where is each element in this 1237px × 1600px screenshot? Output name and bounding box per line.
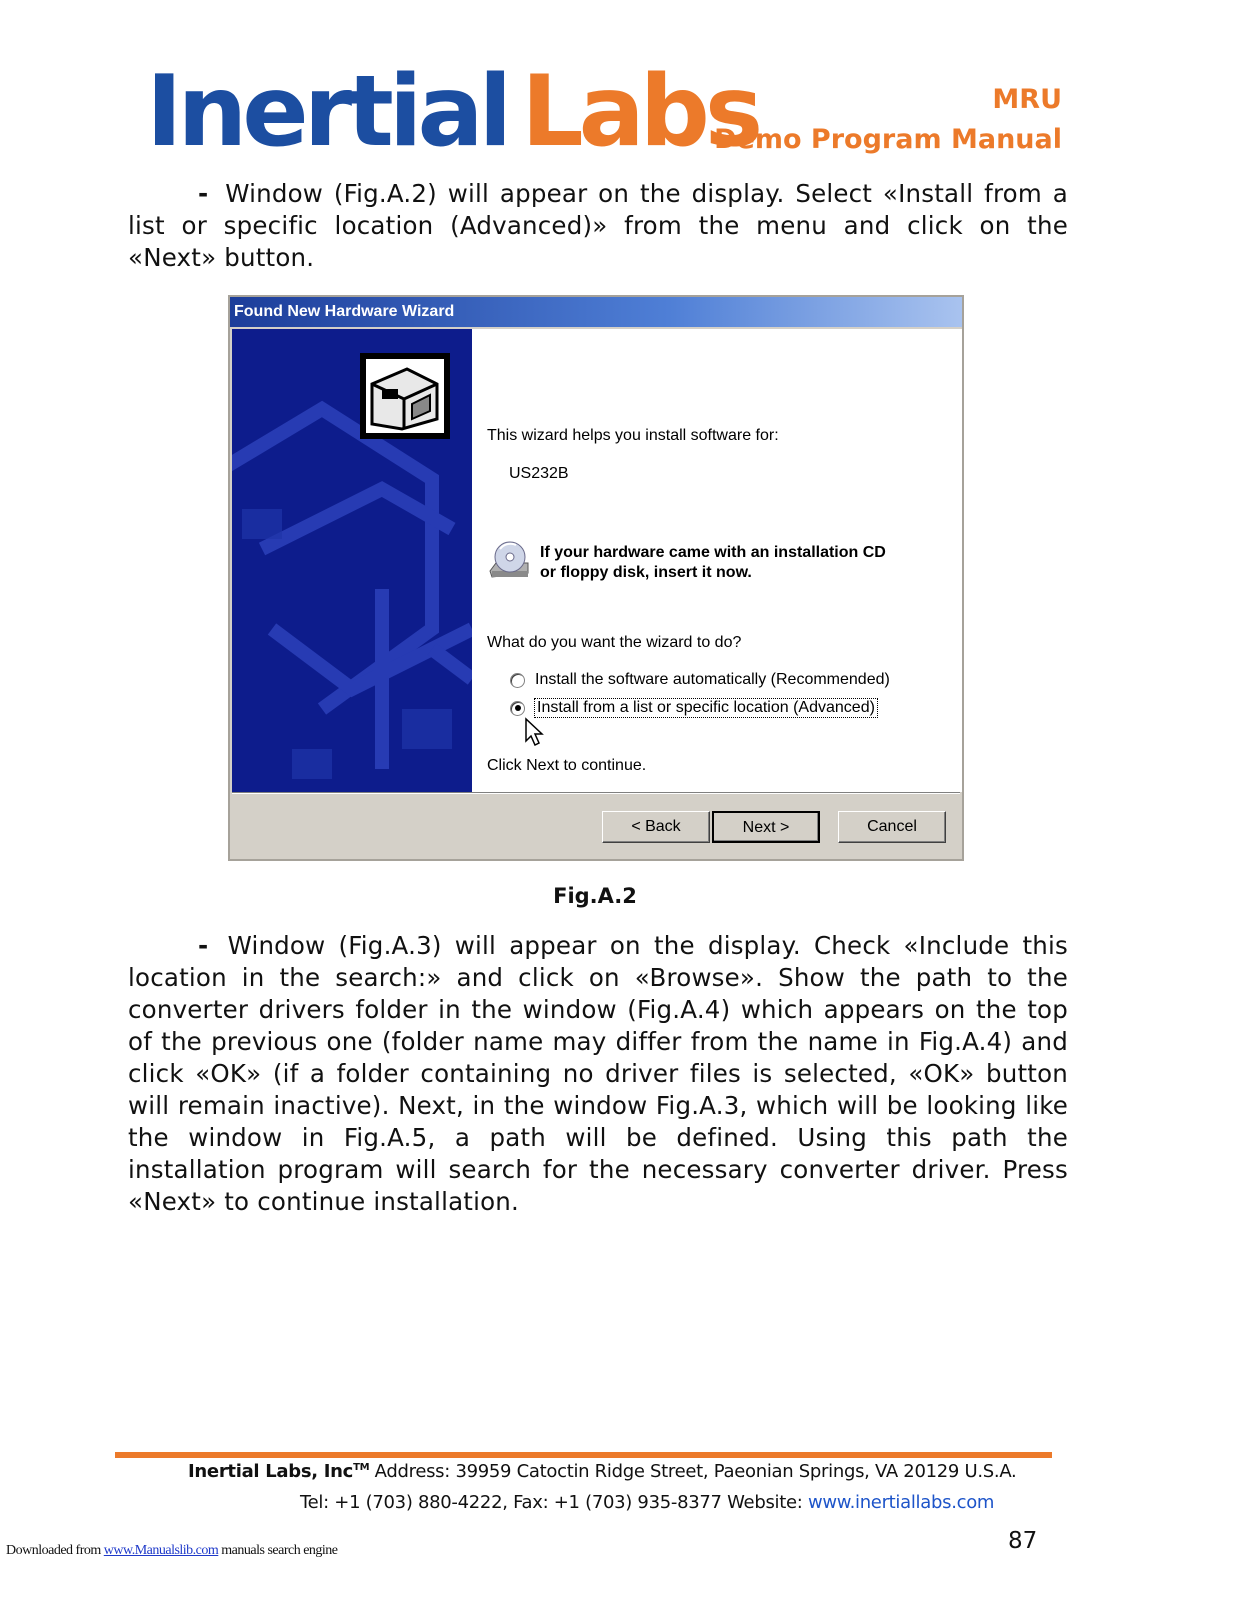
footer-website-link[interactable]: www.inertiallabs.com [807, 1492, 995, 1513]
footer-company: Inertial Labs, Inc [188, 1461, 354, 1482]
logo-word-labs: Labs [521, 55, 759, 169]
device-name: US232B [509, 465, 569, 482]
wizard-question: What do you want the wizard to do? [487, 634, 742, 651]
banner-graphic [232, 329, 472, 792]
paragraph-2 [128, 930, 1068, 1218]
radio-install-automatically[interactable] [510, 673, 525, 688]
cd-message-line2: or floppy disk, insert it now. [540, 564, 752, 581]
option-install-automatically[interactable] [510, 671, 890, 689]
manualslib-link[interactable]: www.Manualslib.com [103, 1543, 219, 1558]
wizard-intro-text: This wizard helps you install software for: [487, 427, 779, 444]
wizard-separator [232, 792, 960, 794]
cd-message-line1: If your hardware came with an installation CD [540, 544, 886, 561]
download-note-suffix: manuals search engine [218, 1543, 338, 1558]
footer-contact: Tel: +1 (703) 880-4222, Fax: +1 (703) 935-8377 Website: [300, 1492, 808, 1513]
footer-address-line [188, 1461, 1016, 1482]
found-new-hardware-wizard-window [228, 295, 964, 861]
radio-install-from-list[interactable] [510, 701, 525, 716]
paragraph-2-text: Window (Fig.A.3) will appear on the display. Check «Include this location in the search:» and click on «Browse». Show the path to the converter drivers folder in the window (Fig.A.4) which appears on the top of the previous one (folder name may differ from the name in Fig.A.4) and click «OK» (if a folder containing no driver files is selected, «OK» button will remain inactive). Next, in the window Fig.A.3, which will be looking like the window in Fig.A.5, a path will be defined. Using this path the installation program will search for the necessary converter driver. Press «Next» to continue installation. [128, 931, 1068, 1216]
footer-address: Address: 39959 Catoctin Ridge Street, Paeonian Springs, VA 20129 U.S.A. [374, 1461, 1017, 1482]
download-note-prefix: Downloaded from [6, 1543, 104, 1558]
back-button[interactable]: < Back [602, 811, 710, 843]
wizard-content-pane [472, 329, 962, 792]
download-note [6, 1543, 338, 1559]
cd-drive-icon [486, 537, 532, 583]
wizard-side-banner [232, 329, 472, 792]
paragraph-1 [128, 178, 1068, 274]
option-install-from-list-label: Install from a list or specific location (Advanced) [537, 699, 875, 716]
logo-word-inertial: Inertial [146, 55, 508, 169]
footer-trademark: TM [353, 1462, 370, 1473]
page-number: 87 [1008, 1528, 1038, 1554]
inertial-labs-logo [146, 55, 759, 169]
cd-message [540, 543, 886, 583]
figure-caption: Fig.A.2 [553, 884, 637, 908]
paragraph-dash: - [198, 179, 209, 208]
option-install-automatically-label: Install the software automatically (Recommended) [535, 671, 890, 688]
cancel-button[interactable]: Cancel [838, 811, 946, 843]
continue-text: Click Next to continue. [487, 757, 647, 774]
hardware-box-icon [360, 353, 450, 439]
footer-divider [115, 1452, 1052, 1458]
next-button[interactable]: Next > [712, 811, 820, 843]
document-title-line2: Demo Program Manual [714, 124, 1062, 155]
wizard-titlebar: Found New Hardware Wizard [230, 297, 962, 327]
paragraph-dash: - [198, 931, 209, 960]
document-title-line1: MRU [992, 84, 1062, 115]
option-install-from-list[interactable] [510, 699, 877, 717]
paragraph-1-text: Window (Fig.A.2) will appear on the display. Select «Install from a list or specific location (Advanced)» from the menu and click on the «Next» button. [128, 179, 1068, 272]
mouse-pointer-icon [524, 717, 546, 747]
footer-contact-line [300, 1492, 994, 1513]
document-title [714, 80, 1062, 160]
